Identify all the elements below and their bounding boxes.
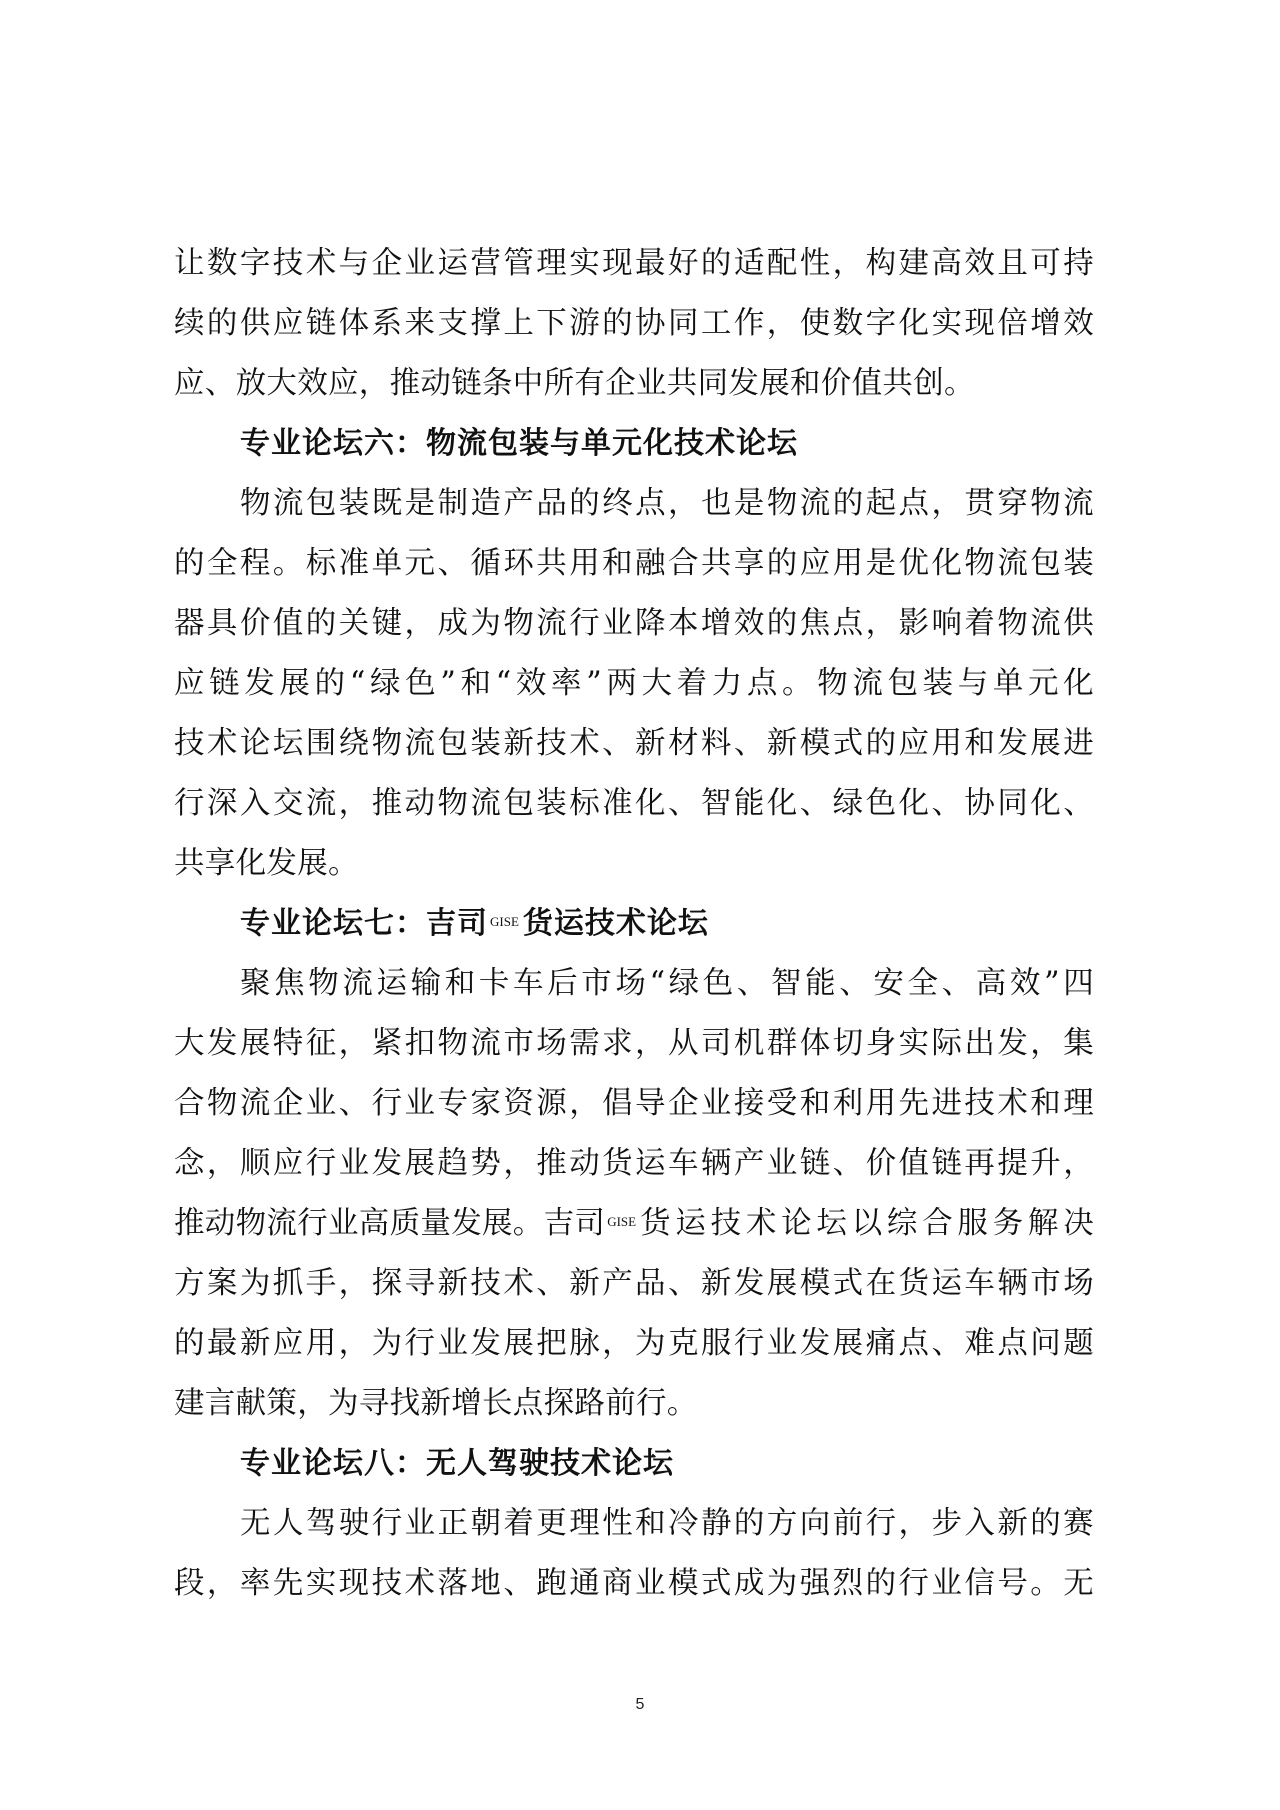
section-heading: 专业论坛六：物流包装与单元化技术论坛 bbox=[240, 426, 798, 461]
body-text-line: 共享化发展。 bbox=[174, 846, 359, 881]
section-heading bbox=[240, 904, 709, 944]
body-text: 推动物流行业高质量发展。吉司 bbox=[174, 1206, 606, 1241]
body-text-line: 大发展特征，紧扣物流市场需求，从司机群体切身实际出发，集 bbox=[174, 1026, 1094, 1061]
heading-text: 货运技术论坛 bbox=[522, 906, 709, 941]
body-text-line: 应、放大效应，推动链条中所有企业共同发展和价值共创。 bbox=[174, 366, 975, 401]
body-text-line: 技术论坛围绕物流包装新技术、新材料、新模式的应用和发展进 bbox=[174, 726, 1094, 761]
body-text-line: 建言献策，为寻找新增长点探路前行。 bbox=[174, 1386, 698, 1421]
body-text-segment bbox=[174, 1204, 640, 1244]
section-heading: 专业论坛八：无人驾驶技术论坛 bbox=[240, 1446, 674, 1481]
body-text-line: 的最新应用，为行业发展把脉，为克服行业发展痛点、难点问题 bbox=[174, 1326, 1094, 1361]
body-text-line: 合物流企业、行业专家资源，倡导企业接受和利用先进技术和理 bbox=[174, 1086, 1094, 1121]
body-text-line: 让数字技术与企业运营管理实现最好的适配性，构建高效且可持 bbox=[174, 246, 1094, 281]
body-text-line: 的全程。标准单元、循环共用和融合共享的应用是优化物流包装 bbox=[174, 546, 1094, 581]
page-number: 5 bbox=[635, 1696, 645, 1713]
body-text-line: 聚焦物流运输和卡车后市场“绿色、智能、安全、高效”四 bbox=[240, 966, 1094, 1001]
body-text-line: 行深入交流，推动物流包装标准化、智能化、绿色化、协同化、 bbox=[174, 786, 1094, 821]
body-text-segment: 货运技术论坛以综合服务解决 bbox=[640, 1206, 1094, 1241]
heading-text: 专业论坛七：吉司 bbox=[240, 906, 488, 941]
body-text-line: 续的供应链体系来支撑上下游的协同工作，使数字化实现倍增效 bbox=[174, 306, 1094, 341]
body-text-line: 段，率先实现技术落地、跑通商业模式成为强烈的行业信号。无 bbox=[174, 1566, 1094, 1601]
body-text-line: 器具价值的关键，成为物流行业降本增效的焦点，影响着物流供 bbox=[174, 606, 1094, 641]
trademark-superscript: GISE bbox=[607, 1214, 637, 1229]
body-text-line: 念，顺应行业发展趋势，推动货运车辆产业链、价值链再提升， bbox=[174, 1146, 1094, 1181]
body-text-line bbox=[174, 1204, 1094, 1244]
trademark-superscript: GISE bbox=[490, 914, 519, 929]
body-text-line: 应链发展的“绿色”和“效率”两大着力点。物流包装与单元化 bbox=[174, 666, 1094, 701]
body-text-line: 方案为抓手，探寻新技术、新产品、新发展模式在货运车辆市场 bbox=[174, 1266, 1094, 1301]
body-text-line: 物流包装既是制造产品的终点，也是物流的起点，贯穿物流 bbox=[240, 486, 1094, 521]
body-text-line: 无人驾驶行业正朝着更理性和冷静的方向前行，步入新的赛 bbox=[240, 1506, 1094, 1541]
